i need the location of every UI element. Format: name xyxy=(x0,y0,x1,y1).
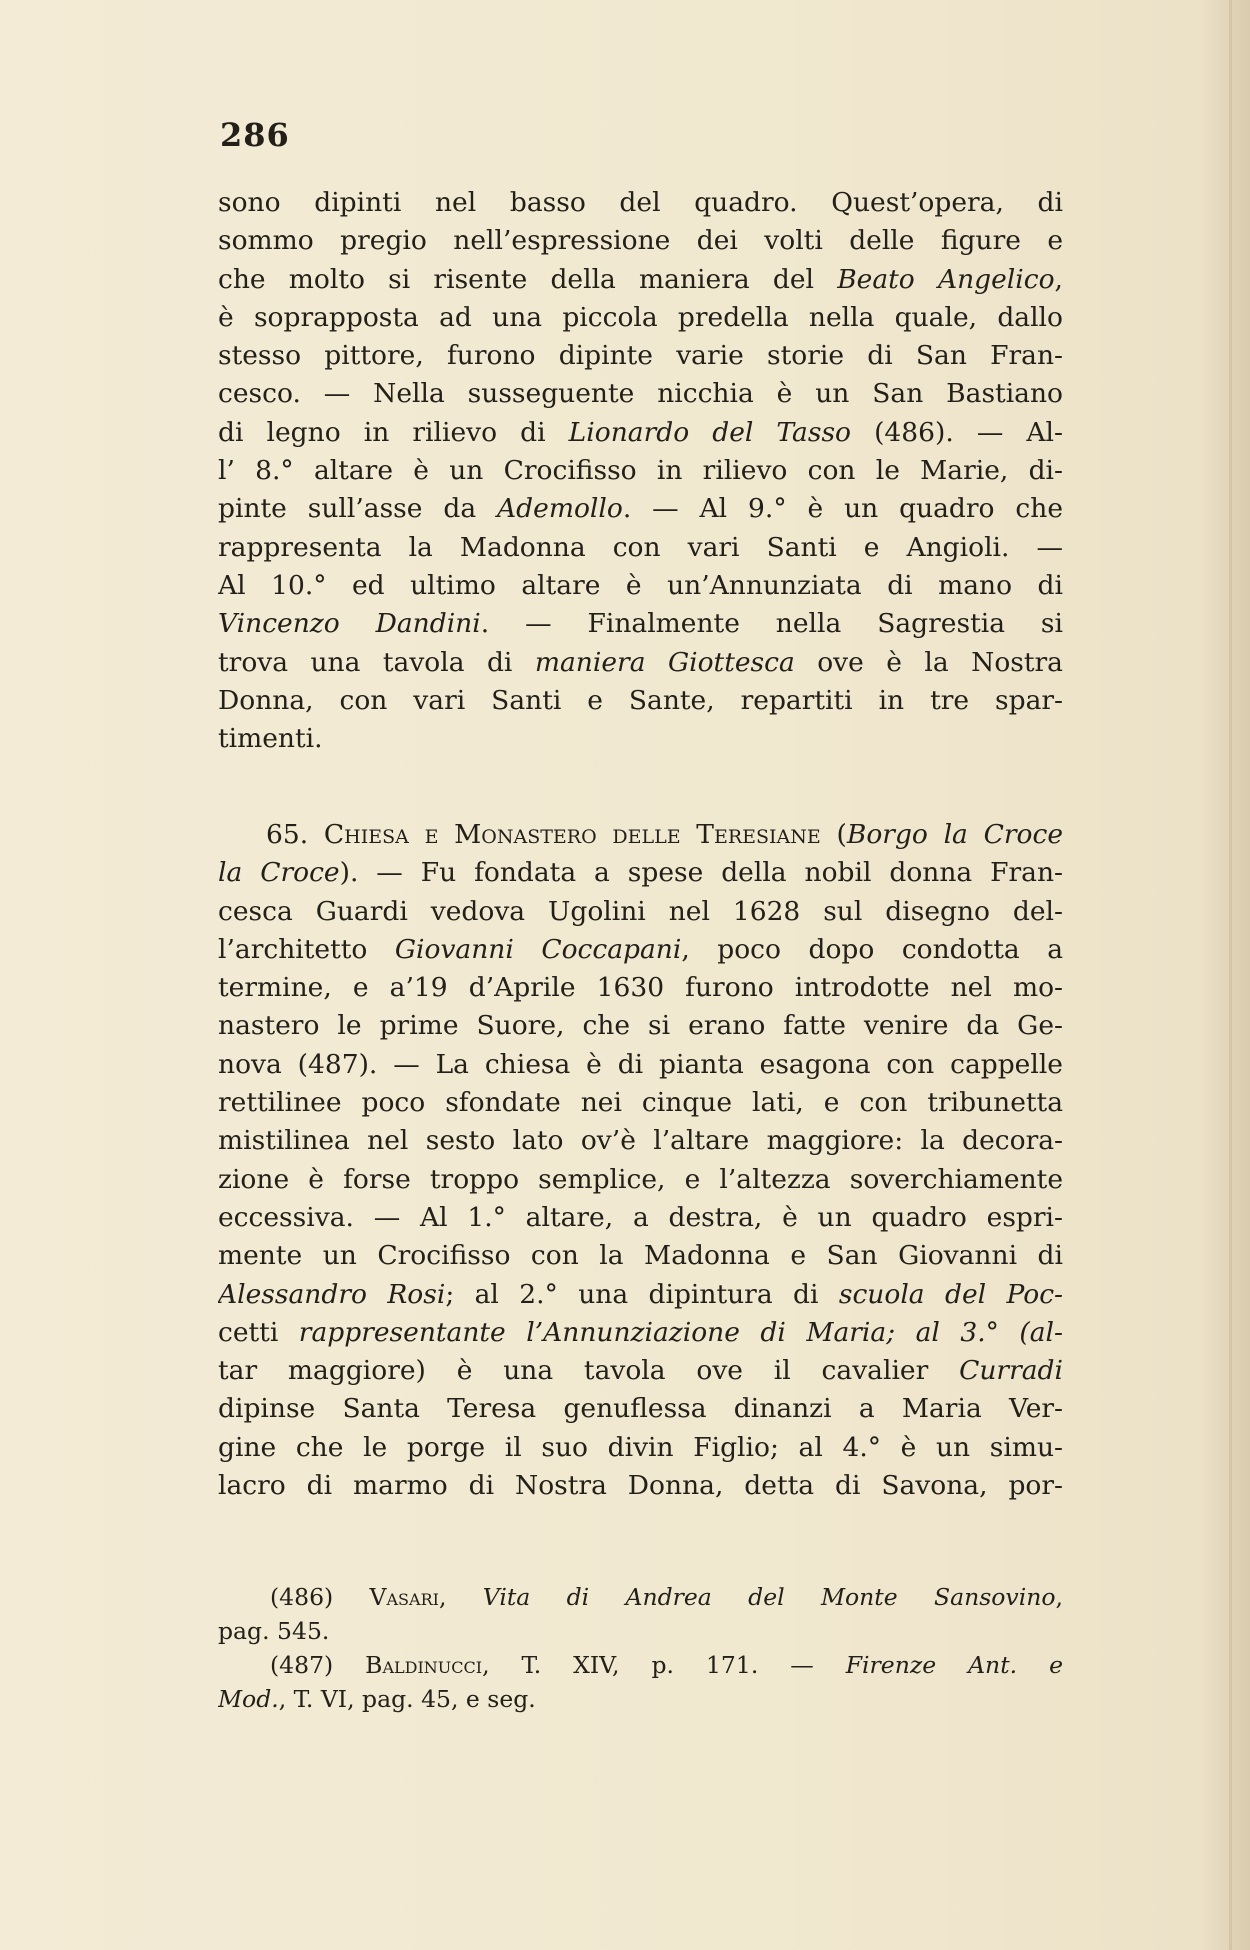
section-number: 65. xyxy=(266,819,309,850)
emphasis-text: Giovanni Coccapani xyxy=(394,933,682,965)
emphasis-text: Beato Angelico xyxy=(837,263,1055,295)
footnote-title: Firenze Ant. e xyxy=(845,1651,1063,1679)
section-heading: Chiesa e Monastero delle Teresiane xyxy=(323,819,821,850)
text-line: è soprapposta ad una piccola predella nella quale, dallo xyxy=(218,301,1063,333)
text-line: zione è forse troppo semplice, e l’altezza soverchiamente xyxy=(218,1163,1063,1195)
text-line: che molto si risente della maniera del Beato Angelico, xyxy=(218,263,1063,295)
emphasis-text: Alessandro Rosi xyxy=(218,1278,446,1310)
emphasis-text: Curradi xyxy=(959,1355,1063,1387)
footnote-author: Vasari xyxy=(369,1583,439,1611)
text-line: di legno in rilievo di Lionardo del Tasso (486). — Al- xyxy=(218,416,1063,448)
section-heading-line xyxy=(218,816,1063,854)
footnote-title: Vita di Andrea del Monte Sansovino xyxy=(482,1583,1056,1611)
text-line: Alessandro Rosi; al 2.° una dipintura di scuola del Poc- xyxy=(218,1278,1063,1310)
footnote-486-line: pag. 545. xyxy=(218,1617,330,1645)
text-line: Al 10.° ed ultimo altare è un’Annunziata di mano di xyxy=(218,569,1063,601)
text-line: gine che le porge il suo divin Figlio; al 4.° è un simu- xyxy=(218,1431,1063,1463)
emphasis-text: Ademollo xyxy=(497,493,623,525)
footnote-487-line: Mod., T. VI, pag. 45, e seg. xyxy=(218,1685,536,1713)
footnote-487-line: (487) Baldinucci, T. XIV, p. 171. — Firenze Ant. e xyxy=(270,1651,1063,1679)
text-line: cetti rappresentante l’Annunziazione di Maria; al 3.° (al- xyxy=(218,1316,1063,1348)
text-line: rettilinee poco sfondate nei cinque lati, e con tribunetta xyxy=(218,1087,1063,1119)
text-line: Vincenzo Dandini. — Finalmente nella Sagrestia si xyxy=(218,608,1063,640)
text-line: la Croce). — Fu fondata a spese della nobil donna Fran- xyxy=(218,857,1063,889)
text-line: sono dipinti nel basso del quadro. Quest’opera, di xyxy=(218,187,1063,218)
emphasis-text: maniera Giottesca xyxy=(534,646,795,678)
text-line: stesso pittore, furono dipinte varie storie di San Fran- xyxy=(218,340,1063,372)
emphasis-text: Lionardo del Tasso xyxy=(568,416,851,448)
text-line: nastero le prime Suore, che si erano fatte venire da Ge- xyxy=(218,1010,1063,1042)
text-line: l’ 8.° altare è un Crocifisso in rilievo con le Marie, di- xyxy=(218,455,1063,487)
heading-location-open: (Borgo la Croce xyxy=(836,819,1063,850)
text-line: mistilinea nel sesto lato ov’è l’altare maggiore: la decora- xyxy=(218,1125,1063,1157)
paragraph-2 xyxy=(218,816,1063,1505)
text-line: cesco. — Nella susseguente nicchia è un San Bastiano xyxy=(218,378,1063,410)
emphasis-text: scuola del Poc- xyxy=(838,1278,1063,1310)
text-line: dipinse Santa Teresa genuflessa dinanzi a Maria Ver- xyxy=(218,1393,1063,1425)
footnote-title: Mod. xyxy=(218,1685,279,1713)
heading-location: Borgo la Croce xyxy=(846,819,1063,850)
text-line: cesca Guardi vedova Ugolini nel 1628 sul disegno del- xyxy=(218,895,1063,927)
text-line: eccessiva. — Al 1.° altare, a destra, è un quadro espri- xyxy=(218,1201,1063,1233)
emphasis-text: Vincenzo Dandini xyxy=(218,608,481,640)
text-line: trova una tavola di maniera Giottesca ove è la Nostra xyxy=(218,646,1063,678)
text-line: tar maggiore) è una tavola ove il cavalier Curradi xyxy=(218,1355,1063,1387)
page-number: 286 xyxy=(220,116,290,154)
emphasis-text: la Croce xyxy=(218,857,340,889)
text-line: sommo pregio nell’espressione dei volti delle figure e xyxy=(218,225,1063,257)
page-edge xyxy=(1229,0,1232,1950)
footnotes xyxy=(218,1580,1063,1716)
text-line: Donna, con vari Santi e Sante, repartiti in tre spar- xyxy=(218,684,1063,716)
paragraph-1 xyxy=(218,184,1063,758)
text-line: rappresenta la Madonna con vari Santi e Angioli. — xyxy=(218,531,1063,563)
text-line: nova (487). — La chiesa è di pianta esagona con cappelle xyxy=(218,1048,1063,1080)
text-line: lacro di marmo di Nostra Donna, detta di Savona, por- xyxy=(218,1470,1063,1502)
text-line: l’architetto Giovanni Coccapani, poco dopo condotta a xyxy=(218,933,1063,965)
text-line: mente un Crocifisso con la Madonna e San Giovanni di xyxy=(218,1240,1063,1272)
footnote-486-line: (486) Vasari, Vita di Andrea del Monte Sansovino, xyxy=(270,1583,1063,1611)
text-line: termine, e a’19 d’Aprile 1630 furono introdotte nel mo- xyxy=(218,972,1063,1004)
emphasis-text: rappresentante l’Annunziazione di Maria; al 3.° (al- xyxy=(278,1316,1063,1348)
text-line: timenti. xyxy=(218,723,323,755)
text-line: pinte sull’asse da Ademollo. — Al 9.° è un quadro che xyxy=(218,493,1063,525)
footnote-author: Baldinucci xyxy=(365,1651,483,1679)
